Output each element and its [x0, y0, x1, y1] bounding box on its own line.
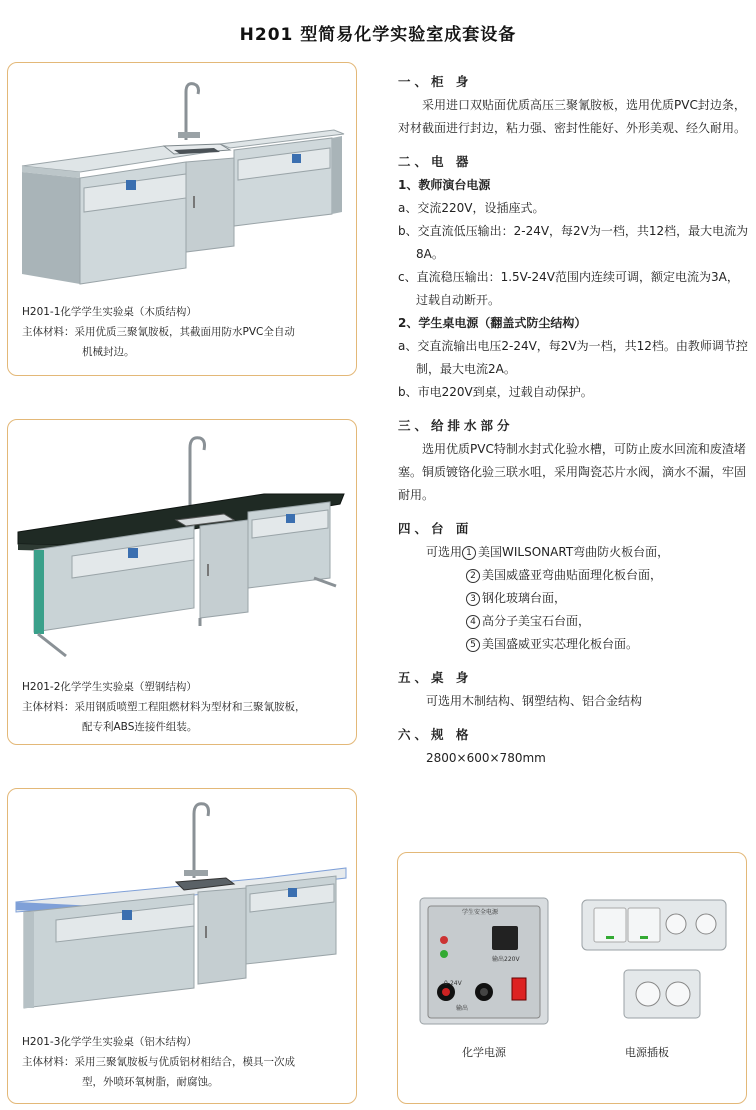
worktop-option-text: 美国WILSONART弯曲防火板台面， — [478, 545, 670, 559]
number-circle: 1 — [462, 546, 476, 560]
subsection-student-power: 2、学生桌电源（翻盖式防尘结构） — [398, 316, 587, 330]
worktop-prefix: 可选用 — [426, 545, 463, 559]
number-circle: 3 — [466, 592, 480, 606]
lab-bench-aluminum-image — [12, 798, 352, 1028]
worktop-option-text: 美国盛威亚实芯理化板台面。 — [482, 637, 639, 651]
panel-title: 学生安全电源 — [462, 909, 499, 916]
lab-bench-steel-image — [14, 428, 350, 668]
section-body-water: 选用优质PVC特制水封式化验水槽，可防止废水回流和废渣堵塞。铜质镀铬化验三联水咀，采用陶瓷芯片水阀，滴水不漏，牢固耐用。 — [398, 442, 747, 502]
worktop-option — [398, 587, 750, 610]
product-caption-3 — [22, 1032, 352, 1092]
panel-output: 输出 — [456, 1005, 469, 1012]
worktop-option — [398, 633, 750, 656]
spec-item: b、交直流低压输出：2-24V，每2V为一档，共12档，最大电流为8A。 — [398, 224, 749, 261]
section-body-cabinet: 采用进口双贴面优质高压三聚氰胺板，选用优质PVC封边条，对材截面进行封边，粘力强、密封性能好、外形美观、经久耐用。 — [398, 98, 747, 135]
material-text: 采用优质三聚氰胺板，其截面用防水PVC全自动 — [74, 326, 295, 338]
section-body-body: 可选用木制结构、钢塑结构、铝合金结构 — [426, 694, 643, 708]
number-circle: 5 — [466, 638, 480, 652]
page-title: H201 型简易化学实验室成套设备 — [239, 25, 517, 45]
section-title-worktop: 四、台 面 — [398, 521, 473, 536]
section-title-cabinet: 一、柜 身 — [398, 74, 473, 89]
lab-bench-wood-image — [14, 78, 350, 298]
product-name: H201-2化学学生实验桌（塑钢结构） — [22, 681, 197, 693]
power-strip-image — [578, 898, 728, 1022]
product-caption-1 — [22, 302, 352, 362]
spec-item: a、交流220V，设插座式。 — [398, 201, 545, 215]
material-text: 型，外喷环氧树脂，耐腐蚀。 — [82, 1076, 219, 1088]
material-label: 主体材料： — [22, 1056, 75, 1068]
panel-range: 0-24V — [444, 980, 462, 987]
worktop-option — [398, 541, 750, 564]
spec-item: c、直流稳压输出：1.5V-24V范围内连续可调，额定电流为3A，过载自动断开。 — [398, 270, 739, 307]
worktop-option — [398, 564, 750, 587]
worktop-option-text: 钢化玻璃台面， — [482, 591, 567, 605]
material-text: 采用三聚氰胺板与优质铝材相结合，模具一次成 — [74, 1056, 295, 1068]
material-label: 主体材料： — [22, 701, 75, 713]
spec-item: a、交直流输出电压2-24V，每2V为一档，共12档。由教师调节控制，最大电流2A。 — [398, 339, 748, 376]
specifications — [398, 70, 750, 770]
number-circle: 4 — [466, 615, 480, 629]
panel-voltage: 输出220V — [492, 956, 520, 963]
section-title-electrical: 二、电 器 — [398, 154, 473, 169]
material-text: 采用钢质喷塑工程阻燃材料为型材和三聚氰胺板， — [74, 701, 306, 713]
material-label: 主体材料： — [22, 326, 75, 338]
accessory-label-strip: 电源插板 — [625, 1046, 669, 1059]
product-name: H201-3化学学生实验桌（铝木结构） — [22, 1036, 197, 1048]
section-title-body: 五、桌 身 — [398, 670, 473, 685]
accessory-label-power: 化学电源 — [462, 1046, 506, 1059]
worktop-option-text: 美国威盛亚弯曲贴面理化板台面， — [482, 568, 663, 582]
section-body-size: 2800×600×780mm — [426, 751, 546, 765]
section-title-size: 六、规 格 — [398, 727, 473, 742]
worktop-option — [398, 610, 750, 633]
spec-item: b、市电220V到桌，过载自动保护。 — [398, 385, 593, 399]
subsection-teacher-power: 1、教师演台电源 — [398, 178, 491, 192]
section-title-water: 三、给排水部分 — [398, 418, 514, 433]
number-circle: 2 — [466, 569, 480, 583]
product-name: H201-1化学学生实验桌（木质结构） — [22, 306, 197, 318]
material-text: 配专利ABS连接件组装。 — [82, 721, 198, 733]
material-text: 机械封边。 — [82, 346, 135, 358]
worktop-option-text: 高分子美宝石台面， — [482, 614, 591, 628]
product-caption-2 — [22, 677, 354, 737]
